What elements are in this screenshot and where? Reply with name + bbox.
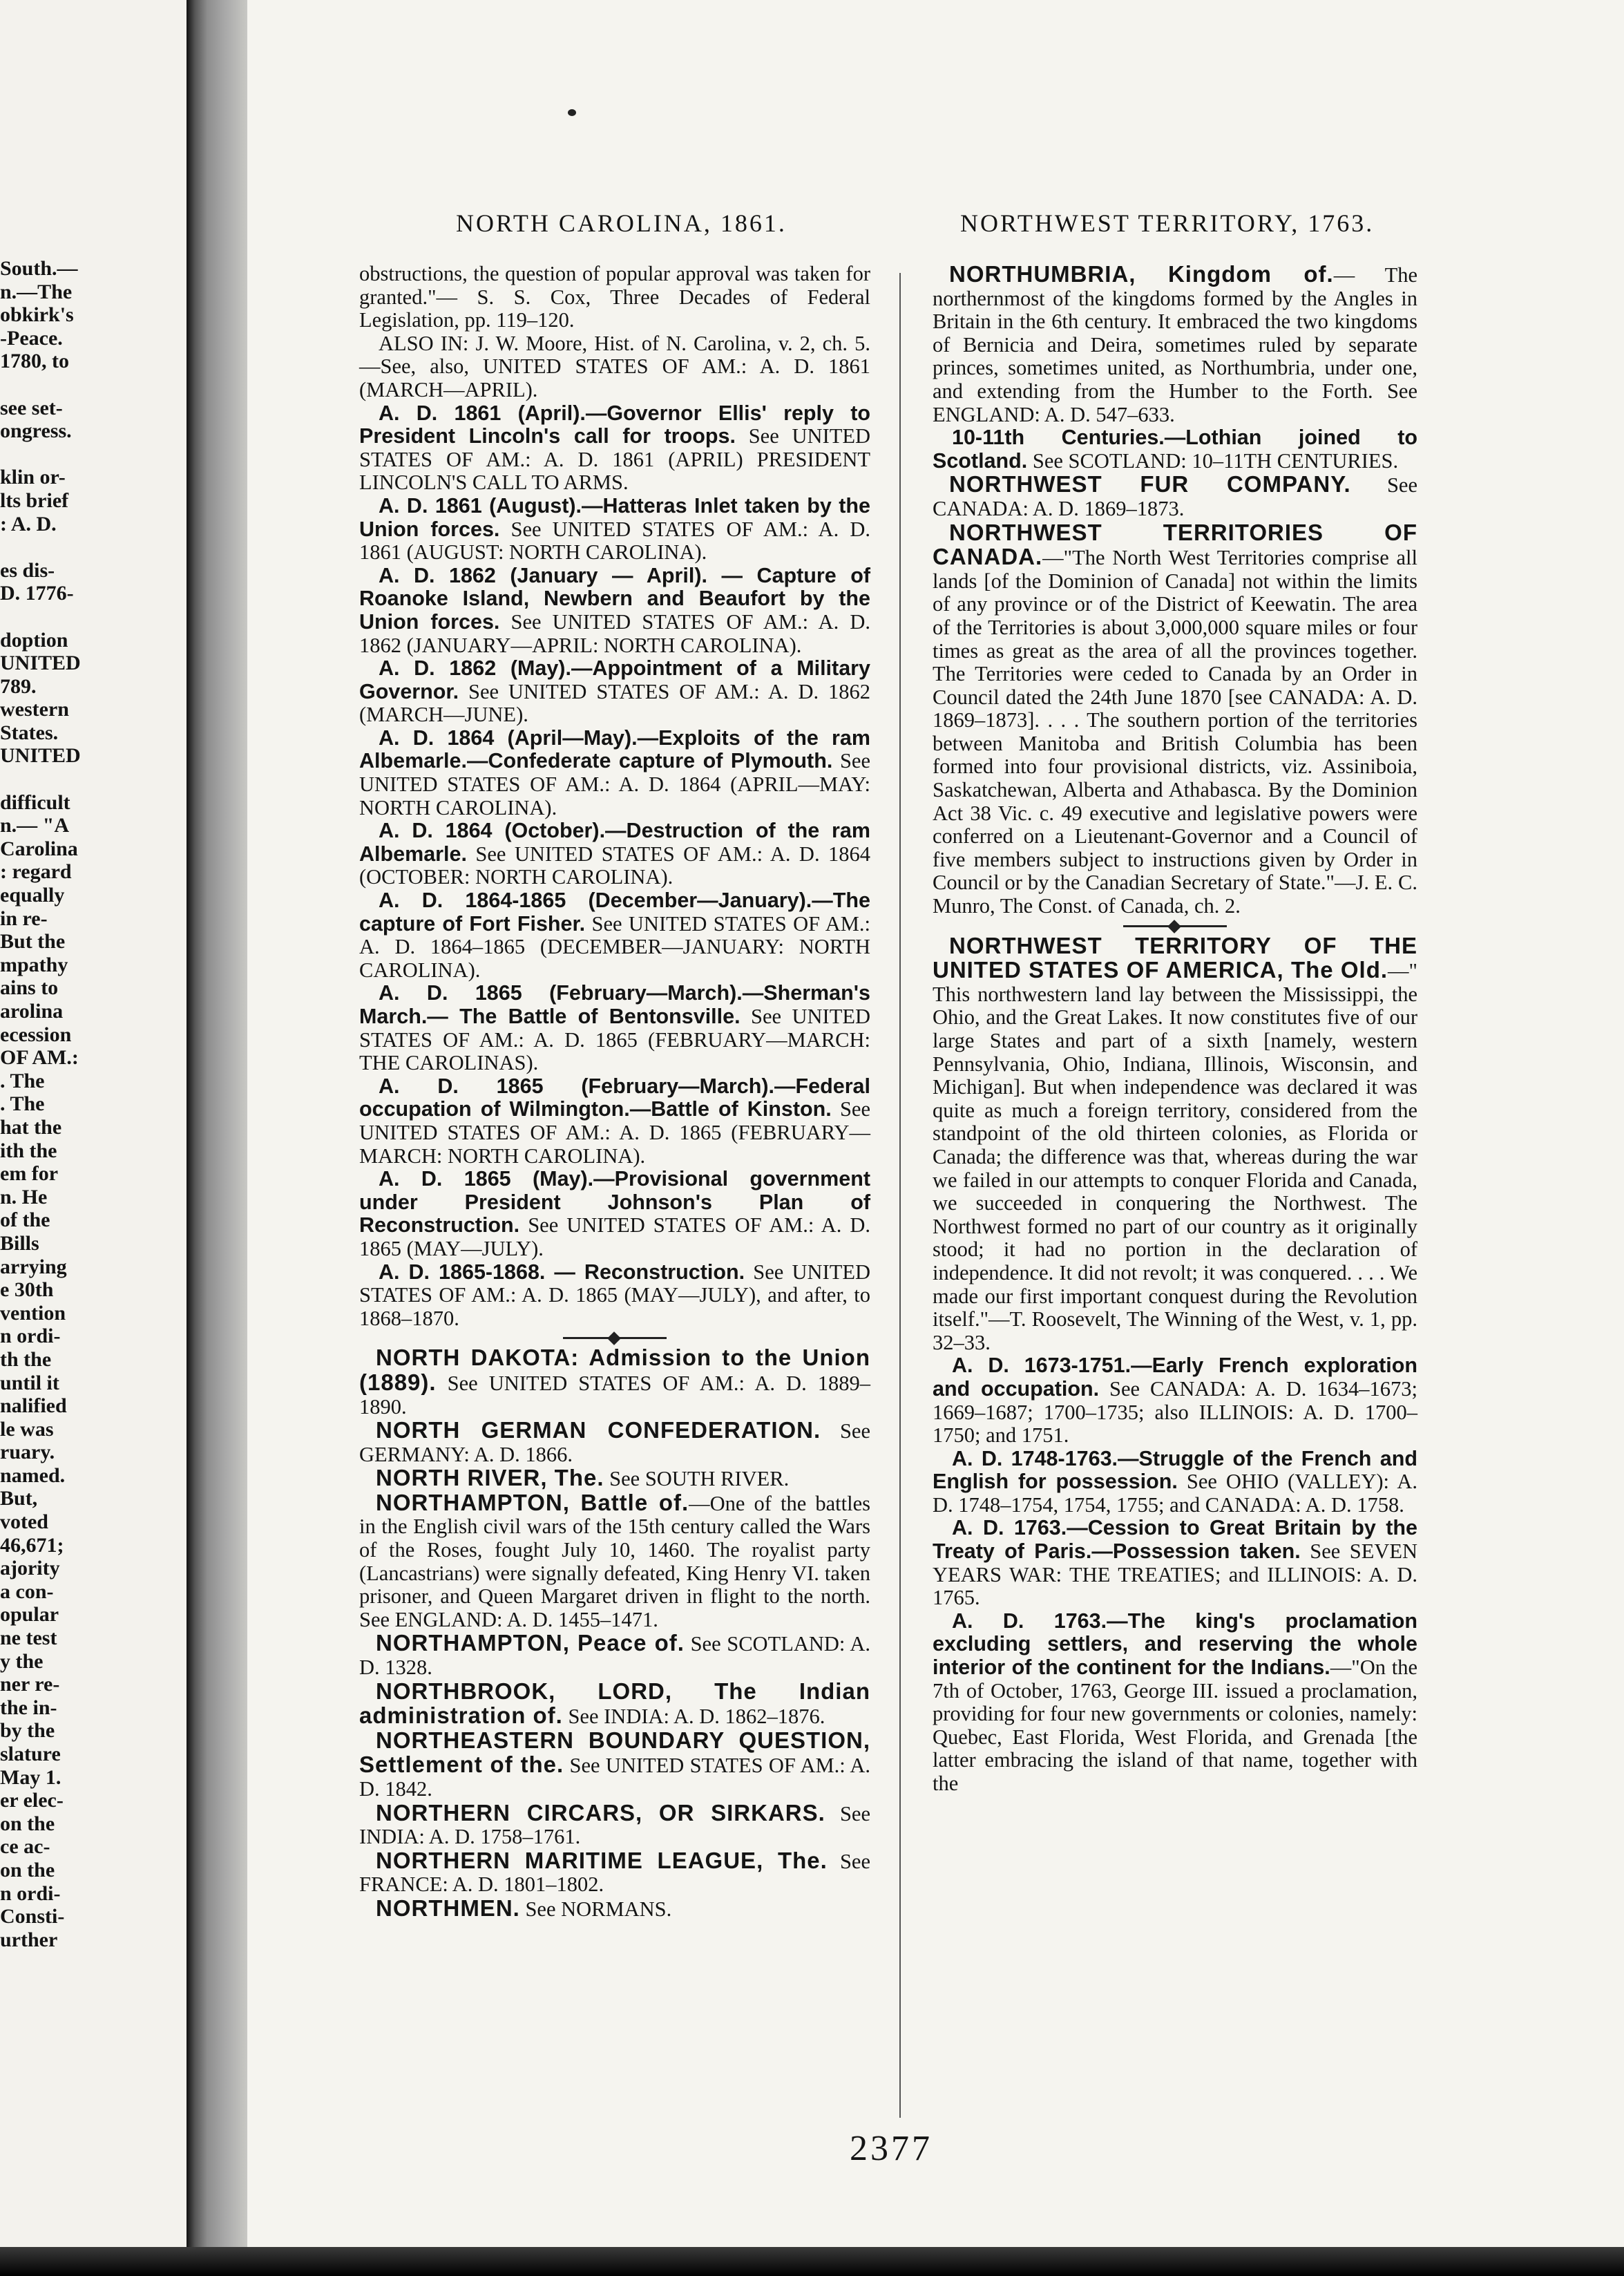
- facing-page-fragment: n ordi-: [0, 1325, 61, 1348]
- paragraph: ALSO IN: J. W. Moore, Hist. of N. Carolina, v. 2, ch. 5.—See, also, UNITED STATES OF AM.: A. D. 1861 (MARCH—APRIL).: [359, 331, 870, 401]
- entry-text: See CANADA: A. D. 1869–1873.: [933, 473, 1417, 520]
- facing-page-fragment: on the: [0, 1858, 55, 1881]
- entry-text: —"On the 7th of October, 1763, George III. issued a proclamation, providing for four new governments or colonies, namely: Quebec, East Florida, West Florida, and Grenada [the latter embracing the island of that name, together with the: [933, 1656, 1417, 1795]
- facing-page-fragment: ne test: [0, 1627, 57, 1650]
- entry-heading: A. D. 1865 (February—March).—Federal occupation of Wilmington.—Battle of Kinston.: [359, 1074, 870, 1121]
- entry-heading: NORTHAMPTON, Peace of.: [376, 1630, 685, 1656]
- facing-page-fragment: difficult: [0, 790, 70, 814]
- entry: [359, 1631, 870, 1679]
- entry: [359, 565, 870, 657]
- facing-page-fragment: by the: [0, 1719, 55, 1743]
- facing-page-fragment: But the: [0, 930, 66, 954]
- entry: [933, 426, 1417, 473]
- entry-heading: 10-11th Centuries.—Lothian joined to Scotland.: [933, 426, 1417, 473]
- book-gutter: [187, 0, 247, 2276]
- entry-heading: NORTHAMPTON, Battle of.: [376, 1489, 689, 1515]
- facing-page-fragment: e 30th: [0, 1278, 54, 1302]
- facing-page-fragment: on the: [0, 1812, 55, 1835]
- entry: [359, 1346, 870, 1419]
- left-column: [359, 263, 870, 1922]
- entry-text: See OHIO (VALLEY): A. D. 1748–1754, 1754, 1755; and CANADA: A. D. 1758.: [933, 1470, 1417, 1517]
- facing-page-fragment: es dis-: [0, 558, 55, 582]
- entry: [933, 1354, 1417, 1447]
- entry-heading: NORTH DAKOTA: Admission to the Union (1889).: [359, 1345, 870, 1395]
- facing-page-fragment: : regard: [0, 860, 72, 884]
- facing-page-fragment: named.: [0, 1463, 66, 1487]
- facing-page-fragment: urther: [0, 1928, 58, 1951]
- entry: [359, 1466, 870, 1491]
- entry-heading: NORTHWEST TERRITORIES OF CANADA.: [933, 519, 1417, 570]
- column-separator: [899, 273, 901, 2118]
- facing-page-fragment: equally: [0, 884, 65, 907]
- facing-page-fragment: ruary.: [0, 1441, 55, 1464]
- entry: [359, 402, 870, 495]
- facing-page-fragment: em for: [0, 1162, 59, 1186]
- entry: [933, 521, 1417, 918]
- entry: [359, 1680, 870, 1729]
- facing-page-fragment: ecession: [0, 1023, 72, 1046]
- entry-text: See UNITED STATES OF AM.: A. D. 1864 (OCTOBER: NORTH CAROLINA).: [359, 842, 870, 889]
- entry-text: See INDIA: A. D. 1862–1876.: [568, 1705, 825, 1729]
- entry: [359, 1419, 870, 1466]
- facing-page-fragment: . The: [0, 1092, 45, 1116]
- entry-heading: NORTH GERMAN CONFEDERATION.: [376, 1417, 821, 1443]
- facing-page-fragment: n ordi-: [0, 1881, 61, 1905]
- facing-page-fragment: ith the: [0, 1139, 57, 1162]
- entry-heading: A. D. 1861 (April).—Governor Ellis' reply to President Lincoln's call for troops.: [359, 401, 870, 448]
- entry: [359, 657, 870, 727]
- entry-text: See NORMANS.: [525, 1897, 672, 1921]
- facing-page-fragment: the in-: [0, 1696, 57, 1719]
- entry-heading: A. D. 1763.—Cession to Great Britain by the Treaty of Paris.—Possession taken.: [933, 1516, 1417, 1564]
- running-head-right: NORTHWEST TERRITORY, 1763.: [960, 209, 1375, 237]
- entry-text: — The northernmost of the kingdoms formed by the Angles in Britain in the 6th century. It embraced the two kingdoms of Bernicia and Deira, sometimes ruled by separate princes, sometimes united, as Northumbria, under one, and extending from the Humber to the Forth. See ENGLAND: A. D. 547–633.: [933, 263, 1417, 426]
- entry-heading: A. D. 1862 (May).—Appointment of a Military Governor.: [359, 656, 870, 703]
- entry-heading: NORTH RIVER, The.: [376, 1465, 604, 1491]
- entry-heading: NORTHERN CIRCARS, OR SIRKARS.: [376, 1799, 825, 1825]
- facing-page-fragment: see set-: [0, 396, 63, 419]
- entry: [359, 1075, 870, 1168]
- facing-page-edge: [0, 0, 187, 2276]
- facing-page-fragment: a con-: [0, 1580, 54, 1603]
- entry-text: See UNITED STATES OF AM.: A. D. 1865 (FEBRUARY—MARCH: THE CAROLINAS).: [359, 1005, 870, 1075]
- facing-page-fragment: arrying: [0, 1255, 67, 1278]
- entry: [359, 1729, 870, 1801]
- facing-page-fragment: ajority: [0, 1557, 60, 1580]
- scan-bottom-edge: [0, 2247, 1624, 2276]
- facing-page-fragment: slature: [0, 1743, 61, 1765]
- entry-text: See SCOTLAND: 10–11TH CENTURIES.: [1032, 448, 1399, 473]
- entry-text: See UNITED STATES OF AM.: A. D. 1864 (APRIL—MAY: NORTH CAROLINA).: [359, 749, 870, 819]
- entry: [359, 1491, 870, 1632]
- facing-page-fragment: Carolina: [0, 837, 78, 860]
- facing-page-fragment: ongress.: [0, 419, 72, 443]
- entry-heading: A. D. 1865-1868. — Reconstruction.: [379, 1260, 745, 1284]
- entry: [359, 727, 870, 819]
- facing-page-fragment: [0, 373, 187, 397]
- facing-page-fragment: voted: [0, 1510, 48, 1534]
- entry-heading: A. D. 1861 (August).—Hatteras Inlet taken by the Union forces.: [359, 493, 870, 541]
- entry-text: See INDIA: A. D. 1758–1761.: [359, 1801, 870, 1849]
- ink-speck: [568, 109, 576, 116]
- entry-heading: A. D. 1865 (February—March).—Sherman's March.— The Battle of Bentonsville.: [359, 981, 870, 1028]
- entry-text: See SCOTLAND: A. D. 1328.: [359, 1632, 870, 1680]
- running-head-left: NORTH CAROLINA, 1861.: [456, 209, 787, 237]
- entry-heading: A. D. 1864 (October).—Destruction of the ram Albemarle.: [359, 819, 870, 866]
- facing-page-fragment: opular: [0, 1603, 59, 1627]
- entry: [359, 982, 870, 1074]
- facing-page-fragment: [0, 605, 187, 629]
- paragraph: obstructions, the question of popular approval was taken for granted."— S. S. Cox, Three Decades of Federal Legislation, pp. 119–120.: [359, 262, 870, 332]
- entry-text: See SEVEN YEARS WAR: THE TREATIES; and ILLINOIS: A. D. 1765.: [933, 1539, 1418, 1610]
- entry: [933, 1448, 1417, 1517]
- entry-heading: A. D. 1865 (May).—Provisional government under President Johnson's Plan of Reconstruction.: [359, 1167, 870, 1237]
- entry-text: See UNITED STATES OF AM.: A. D. 1861 (AUGUST: NORTH CAROLINA).: [359, 517, 870, 565]
- facing-page-fragment: in re-: [0, 907, 48, 930]
- entry-heading: A. D. 1673-1751.—Early French exploration and occupation.: [933, 1354, 1417, 1401]
- facing-page-fragment: ner re-: [0, 1673, 60, 1696]
- entry-text: —" This northwestern land lay between the Mississippi, the Ohio, and the Great Lakes. It now constitutes five of our large States and part of a sixth [namely, western Pennsylvania, Ohio, Indiana, Illinois, Wisconsin, and Michigan]. But when independence was declared it was quite as much a foreign territory, considered from the standpoint of the old thirteen colonies, as Florida or Canada; the difference was that, whereas during the war we failed in our attempts to conquer Florida and Canada, we succeeded in conquering the Northwest. The Northwest formed no part of our country as it originally stood; it had no portion in the declaration of independence. It did not revolt; it was conquered. . . . We made our first important conquest during the Revolution itself."—T. Roosevelt, The Winning of the West, v. 1, pp. 32–33.: [933, 959, 1417, 1354]
- facing-page-fragments: [0, 257, 187, 1951]
- entry-heading: A. D. 1864 (April—May).—Exploits of the ram Albemarle.—Confederate capture of Plymouth.: [359, 726, 870, 773]
- facing-page-fragment: D. 1776-: [0, 582, 74, 605]
- entry-text: See UNITED STATES OF AM.: A. D. 1889–1890.: [359, 1371, 870, 1419]
- right-column: [933, 263, 1417, 1796]
- entry-text: See SOUTH RIVER.: [609, 1467, 790, 1491]
- entry-text: —One of the battles in the English civil wars of the 15th century called the Wars of the Roses, fought July 10, 1460. The royalist party (Lancastrians) were signally defeated, King Henry VI. taken prisoner, and Queen Margaret driven in flight to the north. See ENGLAND: A. D. 1455–1471.: [359, 1491, 870, 1631]
- entry-heading: NORTHERN MARITIME LEAGUE, The.: [376, 1847, 828, 1873]
- facing-page-fragment: OF AM.:: [0, 1046, 79, 1070]
- entry-text: See UNITED STATES OF AM.: A. D. 1861 (APRIL) PRESIDENT LINCOLN'S CALL TO ARMS.: [359, 424, 871, 495]
- facing-page-fragment: western: [0, 698, 69, 721]
- entry-heading: NORTHUMBRIA, Kingdom of.: [949, 261, 1334, 287]
- section-divider: [563, 1337, 667, 1339]
- facing-page-fragment: arolina: [0, 1000, 64, 1023]
- facing-page-fragment: er elec-: [0, 1789, 64, 1812]
- facing-page-fragment: vention: [0, 1301, 66, 1325]
- facing-page-fragment: obkirk's: [0, 303, 74, 327]
- facing-page-fragment: South.—: [0, 257, 78, 280]
- entry: [933, 473, 1417, 520]
- facing-page-fragment: : A. D.: [0, 512, 57, 535]
- entry-heading: NORTHWEST TERRITORY OF THE UNITED STATES OF AMERICA, The Old.: [933, 932, 1417, 983]
- facing-page-fragment: . The: [0, 1069, 45, 1092]
- entry-text: See UNITED STATES OF AM.: A. D. 1864–1865 (DECEMBER—JANUARY: NORTH CAROLINA).: [359, 911, 871, 982]
- entry: [359, 495, 870, 565]
- facing-page-fragment: Bills: [0, 1231, 39, 1255]
- facing-page-fragment: 1780, to: [0, 350, 69, 373]
- entry: [359, 1801, 870, 1849]
- entry-text: See CANADA: A. D. 1634–1673; 1669–1687; 1700–1735; also ILLINOIS: A. D. 1700–1750; and 1751.: [933, 1376, 1417, 1448]
- facing-page-fragment: ce ac-: [0, 1835, 50, 1859]
- facing-page-fragment: ains to: [0, 976, 59, 1000]
- facing-page-fragment: mpathy: [0, 953, 68, 976]
- facing-page-fragment: -Peace.: [0, 326, 63, 350]
- facing-page-fragment: th the: [0, 1347, 52, 1371]
- facing-page-fragment: 46,671;: [0, 1533, 64, 1557]
- entry: [359, 889, 870, 982]
- entry: [933, 263, 1417, 426]
- facing-page-fragment: y the: [0, 1649, 44, 1673]
- facing-page-fragment: klin or-: [0, 466, 66, 489]
- entry-text: —"The North West Territories comprise all lands [of the Dominion of Canada] not within the limits of any province or of the District of Keewatin. The area of the Territories is about 3,000,000 square miles or four times as great as the area of all the provinces together. The Territories were ceded to Canada by an Order in Council dated the 24th June 1870 [see CANADA: A. D. 1869–1873]. . . . The southern portion of the territories between Manitoba and British Columbia has been formed into four provisional districts, viz. Assiniboia, Saskatchewan, Alberta and Athabasca. By the Dominion Act 38 Vic. c. 49 executive and legislative powers were conferred on a Lieutenant-Governor and a Council of five members subject to instructions given by Order in Council or by the Canadian Secretary of State."—J. E. C. Munro, The Const. of Canada, ch. 2.: [933, 546, 1417, 918]
- entry-heading: NORTHBROOK, LORD, The Indian administration of.: [359, 1678, 870, 1729]
- entry: [933, 1610, 1417, 1796]
- page-number: 2377: [850, 2129, 933, 2168]
- entry-text: See UNITED STATES OF AM.: A. D. 1865 (MAY—JULY), and after, to 1868–1870.: [359, 1260, 871, 1330]
- entry-heading: A. D. 1763.—The king's proclamation excluding settlers, and reserving the whole interior of the continent for the Indians.: [933, 1609, 1417, 1680]
- facing-page-fragment: 789.: [0, 674, 37, 698]
- entry-text: See UNITED STATES OF AM.: A. D. 1842.: [359, 1754, 871, 1801]
- facing-page-fragment: n. He: [0, 1185, 48, 1208]
- entry-text: See UNITED STATES OF AM.: A. D. 1865 (FEBRUARY—MARCH: NORTH CAROLINA).: [359, 1097, 870, 1168]
- entry-heading: A. D. 1862 (January — April). — Capture of Roanoke Island, Newbern and Beaufort by the Union forces.: [359, 563, 870, 634]
- facing-page-fragment: n.— "A: [0, 814, 70, 837]
- facing-page-fragment: May 1.: [0, 1765, 61, 1789]
- facing-page-fragment: nalified: [0, 1394, 67, 1418]
- entry-text: See FRANCE: A. D. 1801–1802.: [359, 1849, 870, 1897]
- facing-page-fragment: UNITED: [0, 652, 81, 675]
- entry: [933, 934, 1417, 1355]
- entry-heading: A. D. 1864-1865 (December—January).—The capture of Fort Fisher.: [359, 889, 870, 936]
- entry: [933, 1517, 1417, 1609]
- facing-page-fragment: le was: [0, 1417, 54, 1441]
- entry-text: See GERMANY: A. D. 1866.: [359, 1419, 871, 1466]
- facing-page-fragment: n.—The: [0, 280, 73, 303]
- entry-text: See UNITED STATES OF AM.: A. D. 1865 (MAY—JULY).: [359, 1213, 870, 1260]
- entry: [359, 1897, 870, 1922]
- facing-page-fragment: [0, 535, 187, 559]
- entry: [359, 1168, 870, 1260]
- facing-page-fragment: [0, 443, 187, 466]
- facing-page-fragment: lts brief: [0, 489, 69, 512]
- entry: [359, 1261, 870, 1331]
- entry: [359, 819, 870, 889]
- facing-page-fragment: hat the: [0, 1115, 62, 1139]
- entry-heading: NORTHMEN.: [376, 1895, 520, 1921]
- entry: [359, 1849, 870, 1897]
- facing-page-fragment: until it: [0, 1371, 59, 1394]
- facing-page-fragment: of the: [0, 1208, 50, 1232]
- entry-heading: NORTHWEST FUR COMPANY.: [949, 471, 1351, 497]
- entry-text: See UNITED STATES OF AM.: A. D. 1862 (JANUARY—APRIL: NORTH CAROLINA).: [359, 609, 870, 657]
- entry-text: See UNITED STATES OF AM.: A. D. 1862 (MARCH—JUNE).: [359, 679, 870, 727]
- facing-page-fragment: States.: [0, 721, 59, 744]
- facing-page-fragment: Consti-: [0, 1905, 65, 1928]
- facing-page-fragment: doption: [0, 628, 68, 652]
- entry-heading: NORTHEASTERN BOUNDARY QUESTION, Settlement of the.: [359, 1727, 870, 1778]
- section-divider: [1123, 925, 1227, 927]
- facing-page-fragment: But,: [0, 1487, 38, 1510]
- facing-page-fragment: UNITED: [0, 744, 81, 768]
- entry-heading: A. D. 1748-1763.—Struggle of the French and English for possession.: [933, 1446, 1417, 1494]
- facing-page-fragment: [0, 768, 187, 791]
